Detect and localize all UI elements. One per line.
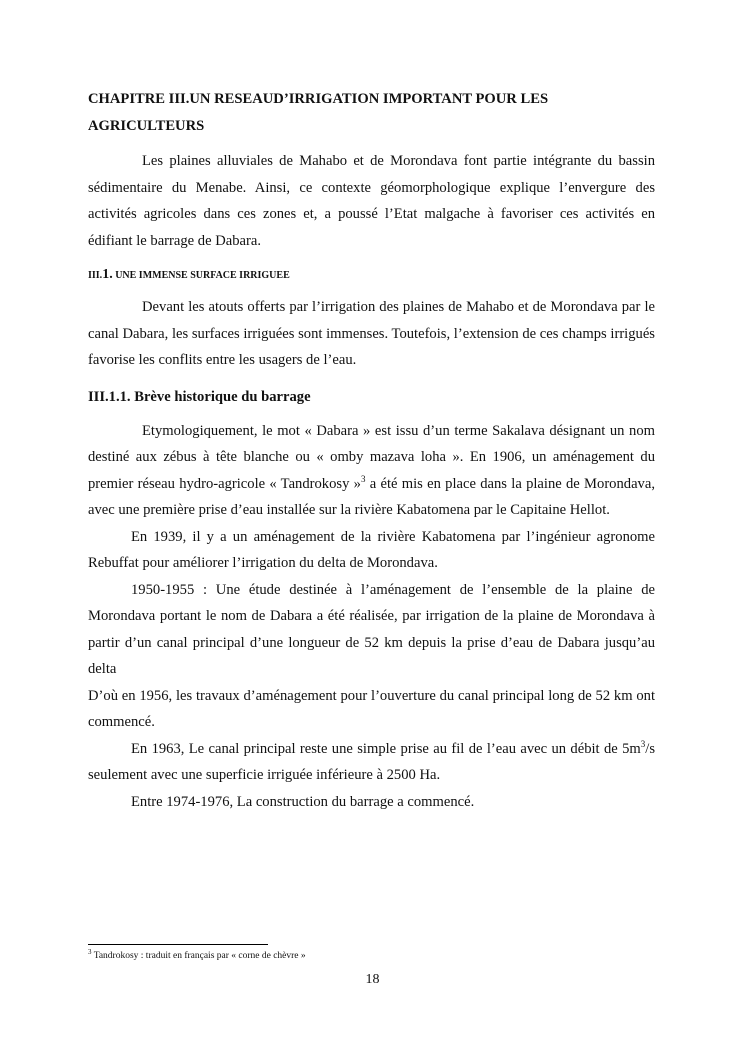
history-p1-text: Etymologiquement, le mot « Dabara » est issu d’un terme Sakalava désignant un nom destiné aux zébus à tête blanche ou « omby mazava loha ». En 1906, un aménagement du premier réseau hydro-agricole « Tandrokosy »	[88, 422, 655, 492]
section-number: 1.	[102, 267, 113, 282]
footnote-text: Tandrokosy : traduit en français par « corne de chèvre »	[91, 951, 306, 961]
intro-paragraph: Les plaines alluviales de Mahabo et de Morondava font partie intégrante du bassin sédimentaire du Menabe. Ainsi, ce contexte géomorphologique explique l’envergure des activités agricoles dans ces zones et, a poussé l’Etat malgache à favoriser ces activités en édifiant le barrage de Dabara.	[88, 153, 655, 249]
history-p5-text: En 1963, Le canal principal reste une simple prise au fil de l’eau avec un débit de 5m	[131, 740, 641, 757]
history-paragraph-6: Entre 1974-1976, La construction du barrage a commencé.	[131, 793, 475, 810]
footnote-marker: 3	[88, 947, 92, 956]
history-paragraph-1	[88, 418, 655, 524]
chapter-title: CHAPITRE III.UN RESEAUD’IRRIGATION IMPORTANT POUR LES AGRICULTEURS	[88, 91, 549, 134]
footnote	[88, 949, 306, 963]
section-title: UNE IMMENSE SURFACE IRRIGUEE	[112, 270, 290, 281]
section-paragraph: Devant les atouts offerts par l’irrigation des plaines de Mahabo et de Morondava par le canal Dabara, les surfaces irriguées sont immenses. Toutefois, l’extension de ces champs irrigués favorise les conflits entre les usagers de l’eau.	[88, 299, 655, 368]
history-p5-text-cont: /s seulement avec une superficie irriguée inférieure à 2500 Ha.	[88, 740, 655, 783]
history-paragraph-3: 1950-1955 : Une étude destinée à l’aménagement de l’ensemble de la plaine de Morondava portant le nom de Dabara a été réalisée, par irrigation de la plaine de Morondava à partir d’un canal principal d’une longueur de 52 km depuis la prise d’eau de Dabara jusqu’au delta	[88, 581, 655, 677]
footnote-reference[interactable]: 3	[360, 473, 366, 484]
superscript-exponent: 3	[640, 738, 646, 749]
subsection-heading: III.1.1. Brève historique du barrage	[88, 388, 311, 405]
history-p1-text-cont: a été mis en place dans la plaine de Morondava, avec une première prise d’eau installée sur la rivière Kabatomena par le Capitaine Hellot.	[88, 475, 655, 518]
page-number: 18	[365, 972, 380, 987]
history-paragraph-4: D’où en 1956, les travaux d’aménagement pour l’ouverture du canal principal long de 52 km ont commencé.	[88, 687, 655, 730]
section-prefix: III.	[88, 270, 103, 281]
history-paragraph-5	[88, 736, 655, 789]
section-heading	[88, 266, 655, 285]
history-paragraph-2: En 1939, il y a un aménagement de la rivière Kabatomena par l’ingénieur agronome Rebuffat pour améliorer l’irrigation du delta de Morondava.	[88, 528, 655, 571]
page-content	[88, 86, 655, 815]
footnote-divider	[88, 944, 268, 945]
